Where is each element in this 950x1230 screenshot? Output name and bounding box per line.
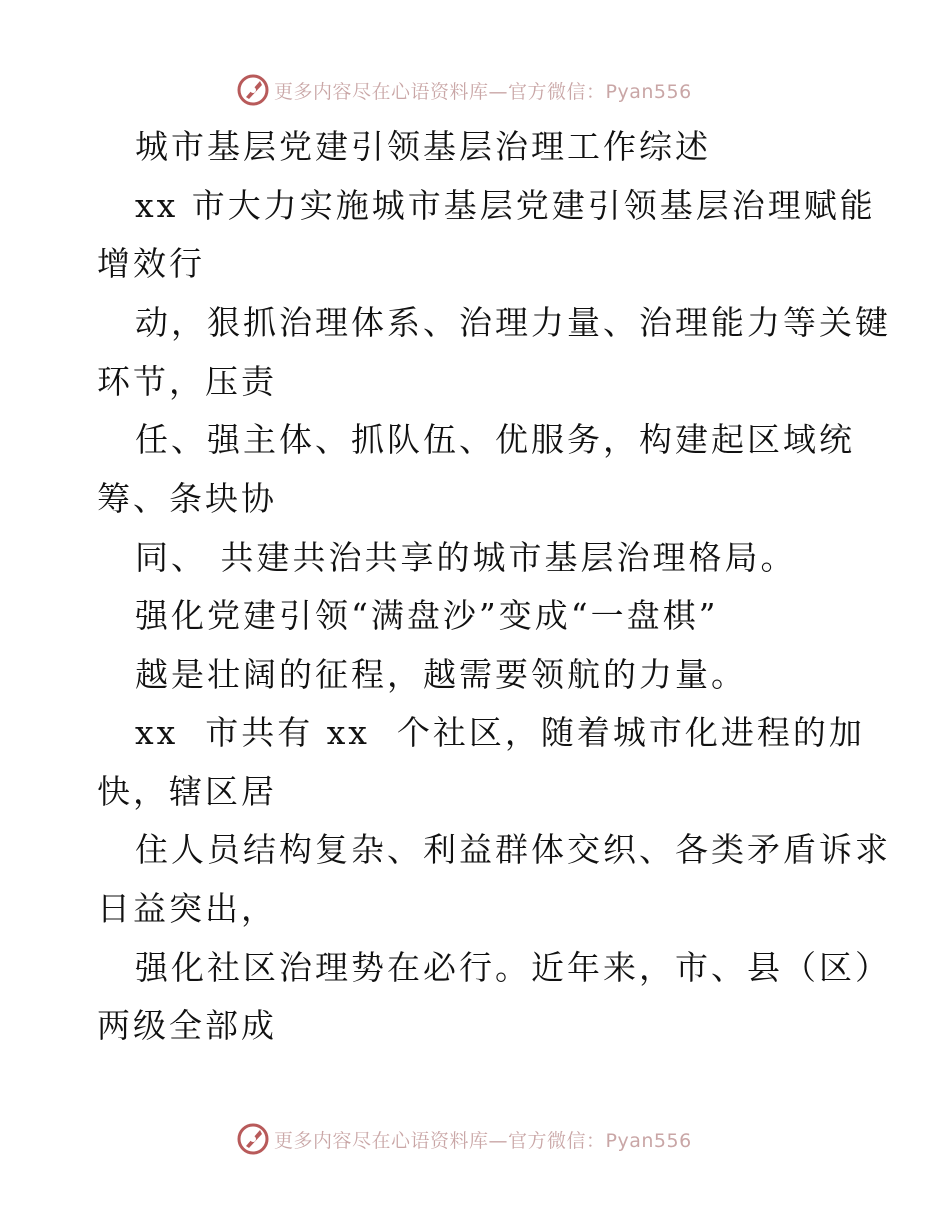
paragraph-line: 快，辖区居 — [97, 772, 277, 811]
paragraph-line: 任、强主体、抓队伍、优服务，构建起区域统 — [135, 420, 855, 459]
footer-watermark — [236, 1122, 692, 1156]
watermark-text: 更多内容尽在心语资料库—官方微信：Pyan556 — [274, 80, 692, 103]
quill-seal-icon — [236, 1122, 270, 1156]
paragraph-line: 筹、条块协 — [97, 479, 277, 518]
watermark-text: 更多内容尽在心语资料库—官方微信：Pyan556 — [274, 1129, 692, 1152]
quill-seal-icon — [236, 73, 270, 107]
paragraph-line: 强化社区治理势在必行。近年来，市、县（区） — [135, 948, 891, 987]
document-title: 城市基层党建引领基层治理工作综述 — [135, 127, 711, 166]
paragraph-line: 日益突出， — [97, 889, 277, 928]
paragraph-line: xx 市共有 xx 个社区，随着城市化进程的加 — [135, 713, 865, 752]
paragraph-line: 增效行 — [97, 244, 205, 283]
paragraph-line: 两级全部成 — [97, 1006, 277, 1045]
paragraph-line: xx 市大力实施城市基层党建引领基层治理赋能 — [135, 186, 876, 225]
header-watermark — [236, 73, 692, 107]
paragraph-line: 同、 共建共治共享的城市基层治理格局。 — [135, 538, 797, 577]
paragraph-line: 环节，压责 — [97, 362, 277, 401]
paragraph-line: 越是壮阔的征程，越需要领航的力量。 — [135, 655, 747, 694]
section-heading: 强化党建引领“满盘沙”变成“一盘棋” — [135, 596, 719, 635]
paragraph-line: 动，狠抓治理体系、治理力量、治理能力等关键 — [135, 303, 891, 342]
paragraph-line: 住人员结构复杂、利益群体交织、各类矛盾诉求 — [135, 830, 891, 869]
